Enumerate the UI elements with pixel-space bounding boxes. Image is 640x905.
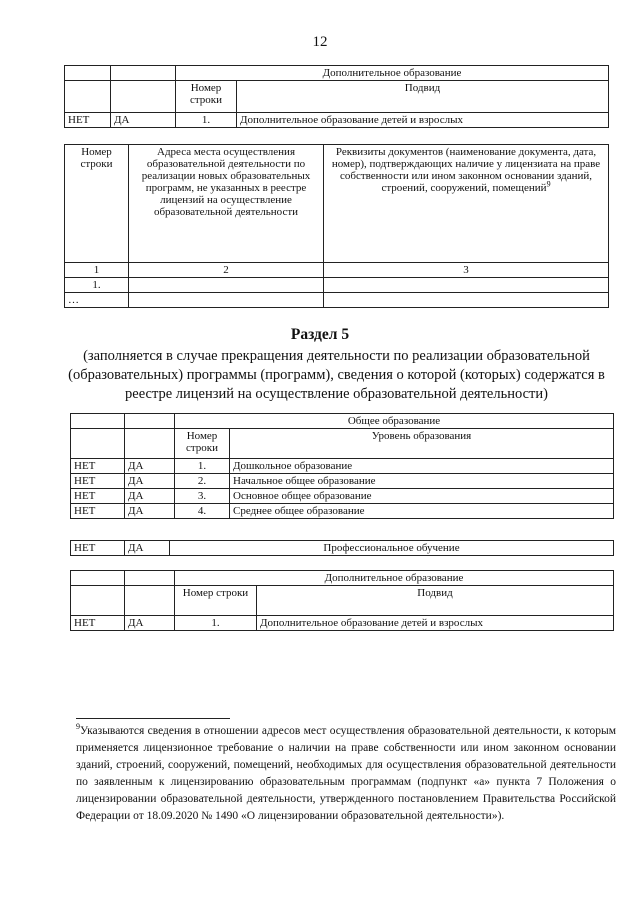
- no-cell[interactable]: НЕТ: [71, 459, 125, 474]
- address-cell[interactable]: [129, 293, 324, 308]
- row-label: Среднее общее образование: [230, 504, 614, 519]
- yes-cell[interactable]: ДА: [125, 489, 175, 504]
- row-label: Основное общее образование: [230, 489, 614, 504]
- col-documents-header-text: Реквизиты документов (наименование документа, дата, номер), подтверждающих наличие у лицензиата на праве собственности или ином законном основании зданий, строений, сооружений, помещений: [331, 146, 601, 194]
- table-additional-education: [70, 570, 614, 631]
- table-general-education: [70, 413, 614, 519]
- table-header: Общее образование: [175, 414, 614, 429]
- col-address-header: Адреса места осуществления образовательной деятельности по реализации новых образовательных программ, не указанных в реестре лицензий на осуществление образовательной деятельности: [129, 145, 324, 263]
- numbering-cell: 3: [324, 263, 609, 278]
- no-cell[interactable]: НЕТ: [71, 541, 125, 556]
- row-label: Дошкольное образование: [230, 459, 614, 474]
- no-cell[interactable]: НЕТ: [71, 504, 125, 519]
- section-description: (заполняется в случае прекращения деятельности по реализации образовательной (образовательных) программы (программ), сведения о которой (которых) содержатся в реестре лицензий на осуществление образовательной деятельности): [68, 348, 605, 402]
- no-cell[interactable]: НЕТ: [71, 616, 125, 631]
- table-header: Дополнительное образование: [175, 571, 614, 586]
- address-cell[interactable]: [129, 278, 324, 293]
- row-number: 2.: [175, 474, 230, 489]
- no-cell[interactable]: НЕТ: [71, 474, 125, 489]
- documents-cell[interactable]: [324, 278, 609, 293]
- col-subtype-header: Подвид: [237, 81, 609, 113]
- yes-cell[interactable]: ДА: [125, 504, 175, 519]
- footnote: [76, 723, 616, 825]
- row-number: 3.: [175, 489, 230, 504]
- table-header: Дополнительное образование: [176, 66, 609, 81]
- row-label: Начальное общее образование: [230, 474, 614, 489]
- row-label: Дополнительное образование детей и взрослых: [257, 616, 614, 631]
- row-label: Дополнительное образование детей и взрослых: [237, 113, 609, 128]
- row-ellipsis: …: [65, 293, 129, 308]
- yes-cell[interactable]: ДА: [125, 474, 175, 489]
- footnote-mark: 9: [76, 722, 80, 732]
- row-number: 1.: [175, 616, 257, 631]
- table-professional-training: [70, 540, 614, 556]
- col-documents-header: [324, 145, 609, 263]
- row-number: 1.: [65, 278, 129, 293]
- footnote-mark: 9: [546, 179, 551, 189]
- numbering-cell: 2: [129, 263, 324, 278]
- row-number: 1.: [175, 459, 230, 474]
- footnote-text: Указываются сведения в отношении адресов мест осуществления образовательной деятельности, к которым применяется лицензионное требование о наличии на праве собственности или ином законном основании зданий, строений, сооружений, помещений, необходимых для осуществления образовательной деятельности по заявленным к лицензированию образовательным программам (подпункт «а» пункта 7 Положения о лицензировании образовательной деятельности, утвержденного постановлением Правительства Российской Федерации от 18.09.2020 № 1490 «О лицензировании образовательной деятельности»).: [76, 725, 616, 822]
- yes-cell[interactable]: ДА: [125, 541, 170, 556]
- col-number-header: Номер строки: [175, 429, 230, 459]
- col-number-header: Номер строки: [175, 586, 257, 616]
- table-additional-education-top: [64, 65, 609, 128]
- col-number-header: Номер строки: [65, 145, 129, 263]
- row-number: 4.: [175, 504, 230, 519]
- yes-cell[interactable]: ДА: [111, 113, 176, 128]
- row-number: 1.: [176, 113, 237, 128]
- col-level-header: Уровень образования: [230, 429, 614, 459]
- numbering-cell: 1: [65, 263, 129, 278]
- no-cell[interactable]: НЕТ: [71, 489, 125, 504]
- yes-cell[interactable]: ДА: [125, 459, 175, 474]
- no-cell[interactable]: НЕТ: [65, 113, 111, 128]
- footnote-divider: [76, 718, 230, 719]
- documents-cell[interactable]: [324, 293, 609, 308]
- yes-cell[interactable]: ДА: [125, 616, 175, 631]
- section-title: Раздел 5: [290, 326, 350, 343]
- row-label: Профессиональное обучение: [170, 541, 614, 556]
- col-subtype-header: Подвид: [257, 586, 614, 616]
- table-addresses: [64, 144, 609, 308]
- col-number-header: Номер строки: [176, 81, 237, 113]
- page-number: 12: [312, 34, 328, 50]
